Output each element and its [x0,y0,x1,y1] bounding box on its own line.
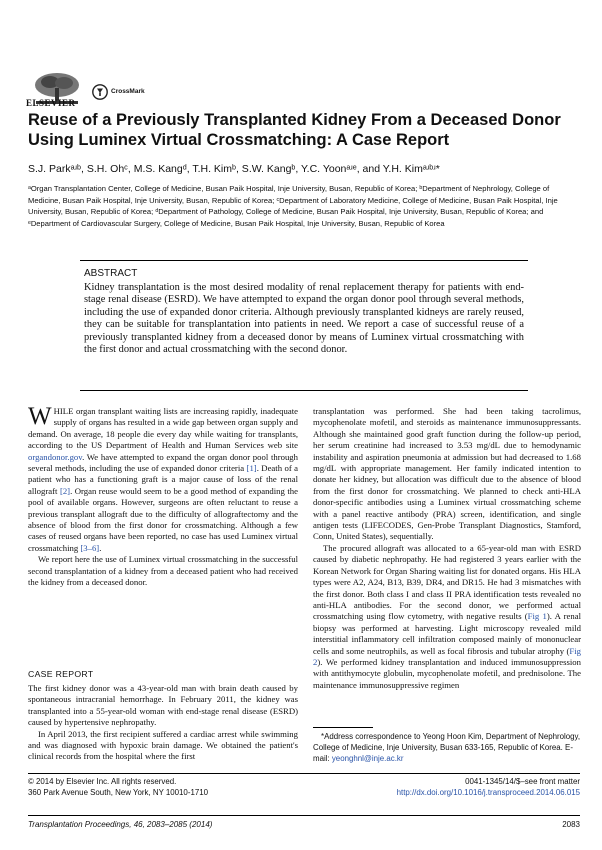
reference-link-1[interactable]: [1] [246,463,257,474]
intro-text-d: . Organ reuse would seem to be a good method of expanding the pool of available organs. However, surgeons are often reluctant to reuse a previous transplant allograft due to the difficulty of allograftectomy and the absence of blood from the first donor for crossmatching. Although a few cases of reused organs have been reported, no case has used Luminex virtual crossmatching [28,485,298,553]
right-paragraph-1: transplantation was performed. She had been taking tacrolimus, mycophenolate mofetil, and steroids as maintenance immunosuppressants. Although she maintained good graft function during the follow-up period, her serum creatinine had increased to 3.53 mg/dL due to hemodynamic instability and aspiration pneumonia at admission but had decreased to 1.68 mg/dL with appropriate management. Her family indicated intention to donate her kidney, but allocation was difficult due to the absence of blood from the first donor for crossmatching. We planned to check anti-HLA donor-specific antibodies using a Luminex virtual crossmatching scheme with a panel reactive antibody (PRA) screen, identification, and single antigen tests (LIFECODES, Gen-Probe Transplant Diagnostics, Stamford, Conn, United States), sequentially. [313,406,581,542]
footer-identifiers [330,777,580,798]
article-title: Reuse of a Previously Transplanted Kidney From a Deceased Donor Using Luminex Virtual Crossmatching: A Case Report [28,111,561,149]
correspondence-divider [313,727,373,728]
body-right-column [313,406,581,691]
figure-link-1[interactable]: Fig 1 [527,611,547,622]
correspondence-email-link[interactable]: yeonghnl@inje.ac.kr [331,754,404,763]
right-text-b: ). A renal biopsy was performed at harvesting. Light microscopy revealed mild interstitial inflammatory cell infiltration composed mainly of mononuclear cells and some neutrophils, as well as focal fibrosis and tubular atrophy ( [313,611,581,656]
affiliations: ᵃOrgan Transplantation Center, College of Medicine, Busan Paik Hospital, Inje University, Busan, Republic of Korea; ᵇDepartment of Nephrology, College of Medicine, Busan Paik Hospital, Inje University, Busan, Republic of Korea; ᶜDepartment of Laboratory Medicine, College of Medicine, Busan Paik Hospital, Inje University, Busan, Republic of Korea; ᵈDepartment of Pathology, College of Medicine, Busan Paik Hospital, Inje University, Busan, Republic of Korea; and ᵉDepartment of Cardiovascular Surgery, College of Medicine, Busan Paik Hospital, Inje University, Busan, Republic of Korea [28,184,558,228]
case-report-heading: CASE REPORT [28,669,94,679]
case-report-column [28,683,298,763]
copyright-text: © 2014 by Elsevier Inc. All rights reserved. [28,777,177,786]
abstract-box [80,260,528,391]
drop-cap: W [28,403,52,430]
intro-text-c: . Death of a patient who has a functioning graft is a major cause of loss of the renal allograft [28,463,299,496]
correspondence-note [313,731,581,764]
footer-divider [28,773,580,774]
bottom-divider [28,815,580,816]
case-paragraph-1: The first kidney donor was a 43-year-old man with brain death caused by spontaneous intracranial hemorrhage. In February 2011, the kidney was transplanted into a 55-year-old woman with end-stage renal disease (ESRD) caused by hypertensive nephropathy. [28,683,298,728]
intro-paragraph-1 [28,403,299,554]
reference-link-3-6[interactable]: [3–6] [80,542,100,553]
body-left-column [28,403,299,589]
organdonor-link[interactable]: organdonor.gov [28,451,83,462]
author-list: S.J. Parkᵃʴᵇ, S.H. Ohᶜ, M.S. Kangᵈ, T.H. Kimᵇ, S.W. Kangᵇ, Y.C. Yoonᵃʴᵉ, and Y.H. Kimᵃʴᵇʴ* [28,163,440,175]
intro-text-b: . We have attempted to expand the organ donor pool through several methods, including the use of expanded donor criteria [28,451,298,474]
doi-link[interactable]: http://dx.doi.org/10.1016/j.transproceed.2014.06.015 [396,787,580,797]
issn-text: 0041-1345/14/$–see front matter [465,777,580,786]
intro-paragraph-2: We report here the use of Luminex virtual crossmatching in the successful second transplantation of a kidney from a deceased patient who had received the kidney from a deceased donor. [28,554,298,588]
journal-citation: Transplantation Proceedings, 46, 2083–2085 (2014) [28,820,213,829]
page-number: 2083 [562,820,580,829]
correspondence-text: *Address correspondence to Yeong Hoon Kim, Department of Nephrology, College of Medicine, Inje University, Busan 633-165, Republic of Korea. E-mail: [313,732,581,763]
publisher-address: 360 Park Avenue South, New York, NY 10010-1710 [28,787,209,797]
footer-publisher-info [28,777,208,798]
crossmark-label[interactable]: CrossMark [111,88,145,95]
right-text-c: ). We performed kidney transplantation and induced immunosuppression with antithymocyte globulin, mycophenolate mofetil, and prednisolone. The maintenance immunosuppressive regimen [313,656,581,690]
publisher-name: ELSEVIER [26,98,76,108]
right-text-a: The procured allograft was allocated to a 65-year-old man with ESRD caused by diabetic nephropathy. He had registered 3 years earlier with the Korean Network for Organ Sharing waiting list for donated organs. His HLA types were A2, A24, B13, B39, DR4, and DR15. He had 3 mismatches with the first donor. Both class I and class II PRA identification tests revealed no anti-HLA antibodies. For the second donor, we performed actual crossmatching using flow cytometry, with negative results ( [313,542,581,622]
abstract-text: Kidney transplantation is the most desired modality of renal replacement therapy for patients with end-stage renal disease (ESRD). We have attempted to expand the organ donor pool through several methods, including the use of expanded donor criteria. Although previously transplanted kidneys are rarely reused, they can be suitable for transplantation into patients in need. We report a case of successful reuse of a previously transplanted kidney from a deceased donor by means of Luminex virtual crossmatching with the first donor and actual crossmatching with the second donor. [84,282,524,356]
case-paragraph-2: In April 2013, the first recipient suffered a cardiac arrest while swimming and was diagnosed with hypoxic brain damage. We obtained the patient's clinical records from the hospital where the first [28,728,298,762]
right-paragraph-2 [313,543,581,691]
crossmark-icon[interactable] [92,84,108,100]
intro-text-e: . [99,542,102,553]
figure-link-2[interactable]: Fig 2 [313,645,581,667]
reference-link-2[interactable]: [2] [59,485,71,496]
intro-text-a: HILE organ transplant waiting lists are increasing rapidly, inadequate supply of organs has resulted in a wide gap between organ supply and demand. On average, 18 people die every day while waiting for transplants, according to the US Department of Health and Human Services web site [28,406,298,451]
abstract-heading: ABSTRACT [84,268,138,279]
